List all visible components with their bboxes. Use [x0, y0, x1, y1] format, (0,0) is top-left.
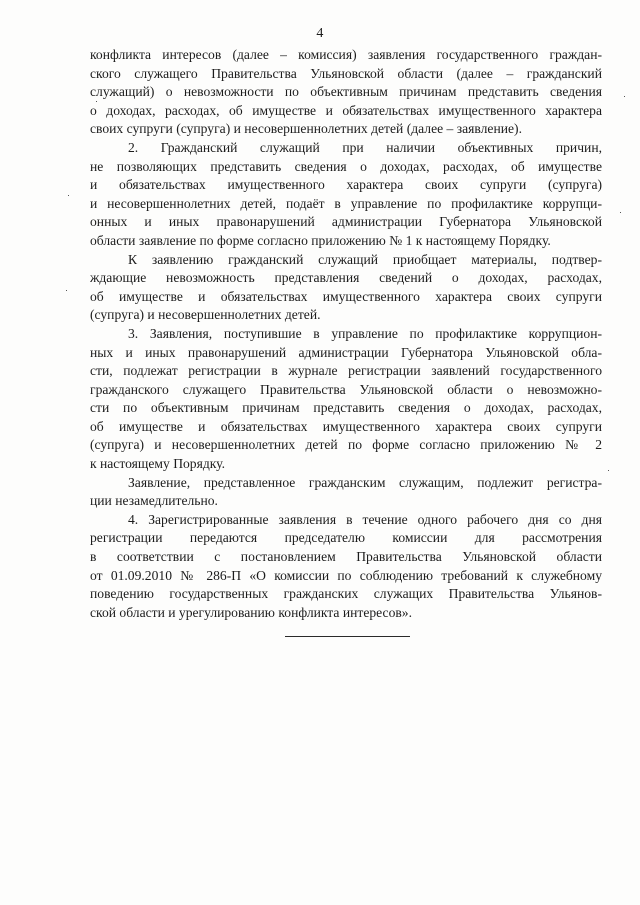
scan-speck: [68, 195, 69, 196]
text-line: регистрации передаются председателю комиссии для рассмотрения: [90, 530, 602, 546]
text-line: ждающие невозможность представления сведений о доходах, расходах,: [90, 270, 602, 286]
scan-speck: [66, 290, 67, 291]
scan-speck: [620, 212, 621, 213]
closing-rule: [285, 636, 410, 637]
text-line: 4. Зарегистрированные заявления в течение одного рабочего дня со дня: [128, 511, 602, 527]
text-line: сти по объективным причинам представить сведения о доходах, расходах,: [90, 400, 602, 416]
text-line: ского служащего Правительства Ульяновской области (далее – гражданский: [90, 65, 602, 81]
text-line: и несовершеннолетних детей, подаёт в управление по профилактике коррупци-: [90, 195, 602, 211]
document-body: [90, 46, 602, 622]
text-line: и обязательствах имущественного характера своих супруги (супруга): [90, 177, 602, 193]
text-line: гражданского служащего Правительства Ульяновской области о невозможно-: [90, 381, 602, 397]
text-line: своих супруги (супруга) и несовершеннолетних детей (далее – заявление).: [90, 121, 522, 137]
text-line: онных и иных правонарушений администрации Губернатора Ульяновской: [90, 214, 602, 230]
text-line: конфликта интересов (далее – комиссия) заявления государственного граждан-: [90, 47, 602, 62]
text-line: ской области и урегулированию конфликта интересов».: [90, 604, 412, 620]
text-line: о доходах, расходах, об имуществе и обязательствах имущественного характера: [90, 102, 602, 118]
text-line: (супруга) и несовершеннолетних детей.: [90, 307, 321, 323]
text-line: служащий) о невозможности по объективным причинам представить сведения: [90, 84, 602, 100]
text-line: ных и иных правонарушений администрации Губернатора Ульяновской обла-: [90, 344, 602, 360]
text-line: об имуществе и обязательствах имущественного характера своих супруги: [90, 288, 602, 304]
text-line: сти, подлежат регистрации в журнале регистрации заявлений государственного: [90, 363, 602, 379]
text-line: от 01.09.2010 № 286-П «О комиссии по соблюдению требований к служебному: [90, 567, 602, 583]
scan-speck: [608, 470, 609, 471]
text-line: в соответствии с постановлением Правительства Ульяновской области: [90, 549, 602, 565]
text-line: 2. Гражданский служащий при наличии объективных причин,: [128, 139, 602, 155]
text-line: не позволяющих представить сведения о доходах, расходах, об имуществе: [90, 158, 602, 174]
scan-speck: [624, 96, 625, 97]
text-line: поведению государственных гражданских служащих Правительства Ульянов-: [90, 586, 602, 602]
text-line: Заявление, представленное гражданским служащим, подлежит регистра-: [128, 474, 602, 490]
text-line: области заявление по форме согласно приложению № 1 к настоящему Порядку.: [90, 232, 551, 248]
text-line: 3. Заявления, поступившие в управление по профилактике коррупцион-: [128, 325, 602, 341]
text-line: об имуществе и обязательствах имущественного характера своих супруги: [90, 418, 602, 434]
text-line: (супруга) и несовершеннолетних детей по форме согласно приложению № 2: [90, 437, 602, 453]
page-number: 4: [316, 26, 324, 41]
text-line: ции незамедлительно.: [90, 493, 218, 509]
text-line: к настоящему Порядку.: [90, 456, 226, 472]
scan-speck: [96, 101, 97, 102]
text-line: К заявлению гражданский служащий приобщает материалы, подтвер-: [128, 251, 602, 267]
